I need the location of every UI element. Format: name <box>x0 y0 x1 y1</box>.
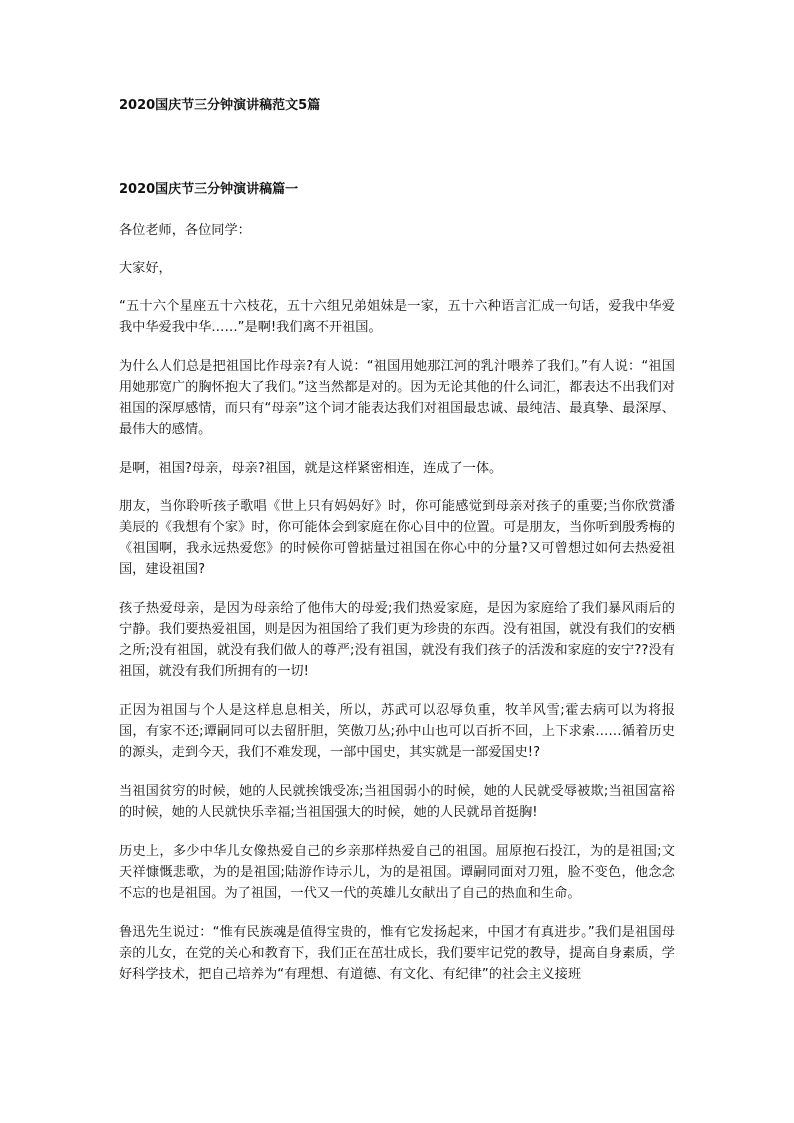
body-paragraph: 朋友，当你聆听孩子歌唱《世上只有妈妈好》时，你可能感觉到母亲对孩子的重要;当你欣赏潘美辰的《我想有个家》时，你可能体会到家庭在你心目中的位置。可是朋友，当你听到殷秀梅的《祖国啊，我永远热爱您》的时候你可曾掂量过祖国在你心中的分量?又可曾想过如何去热爱祖国，建设祖国? <box>119 499 675 577</box>
document-title: 2020国庆节三分钟演讲稿范文5篇 <box>119 98 321 113</box>
body-paragraph: 正因为祖国与个人是这样息息相关，所以，苏武可以忍辱负重，牧羊风雪;霍去病可以为将报国，有家不还;谭嗣同可以去留肝胆，笑傲刀丛;孙中山也可以百折不回，上下求索……循着历史的源头，走到今天，我们不难发现，一部中国史，其实就是一部爱国史!? <box>119 703 675 760</box>
section-title: 2020国庆节三分钟演讲稿篇一 <box>119 182 299 197</box>
body-paragraph: 当祖国贫穷的时候，她的人民就挨饿受冻;当祖国弱小的时候，她的人民就受辱被欺;当祖国富裕的时候，她的人民就快乐幸福;当祖国强大的时候，她的人民就昂首挺胸! <box>119 784 675 820</box>
body-paragraph: 历史上，多少中华儿女像热爱自己的乡亲那样热爱自己的祖国。屈原抱石投江，为的是祖国;文天祥慷慨悲歌，为的是祖国;陆游作诗示儿，为的是祖国。谭嗣同面对刀殂，脸不变色，他念念不忘的也是祖国。为了祖国，一代又一代的英雄儿女献出了自己的热血和生命。 <box>119 844 675 901</box>
body-paragraph: 是啊，祖国?母亲，母亲?祖国，就是这样紧密相连，连成了一体。 <box>119 461 503 476</box>
document-body <box>119 220 675 1003</box>
body-paragraph: 为什么人们总是把祖国比作母亲?有人说：“祖国用她那江河的乳汁喂养了我们。”有人说：“祖国用她那宽广的胸怀抱大了我们。”这当然都是对的。因为无论其他的什么词汇，都表达不出我们对祖国的深厚感情，而只有“母亲”这个词才能表达我们对祖国最忠诚、最纯洁、最真挚、最深厚、最伟大的感情。 <box>119 359 675 437</box>
body-paragraph: 鲁迅先生说过：“惟有民族魂是值得宝贵的，惟有它发扬起来，中国才有真进步。”我们是祖国母亲的儿女，在党的关心和教育下，我们正在茁壮成长，我们要牢记党的教导，提高自身素质，学好科学技术，把自己培养为“有理想、有道德、有文化、有纪律”的社会主义接班 <box>119 925 675 982</box>
greeting-paragraph: 各位老师，各位同学： <box>119 223 251 238</box>
salutation-paragraph: 大家好， <box>119 261 172 276</box>
body-paragraph: 孩子热爱母亲，是因为母亲给了他伟大的母爱;我们热爱家庭，是因为家庭给了我们暴风雨后的宁静。我们要热爱祖国，则是因为祖国给了我们更为珍贵的东西。没有祖国，就没有我们的安栖之所;没有祖国，就没有我们做人的尊严;没有祖国，就没有我们孩子的活泼和家庭的安宁??没有祖国，就没有我们所拥有的一切! <box>119 601 675 679</box>
body-paragraph: “五十六个星座五十六枝花，五十六组兄弟姐妹是一家，五十六种语言汇成一句话，爱我中华爱我中华爱我中华……”是啊!我们离不开祖国。 <box>119 299 675 335</box>
